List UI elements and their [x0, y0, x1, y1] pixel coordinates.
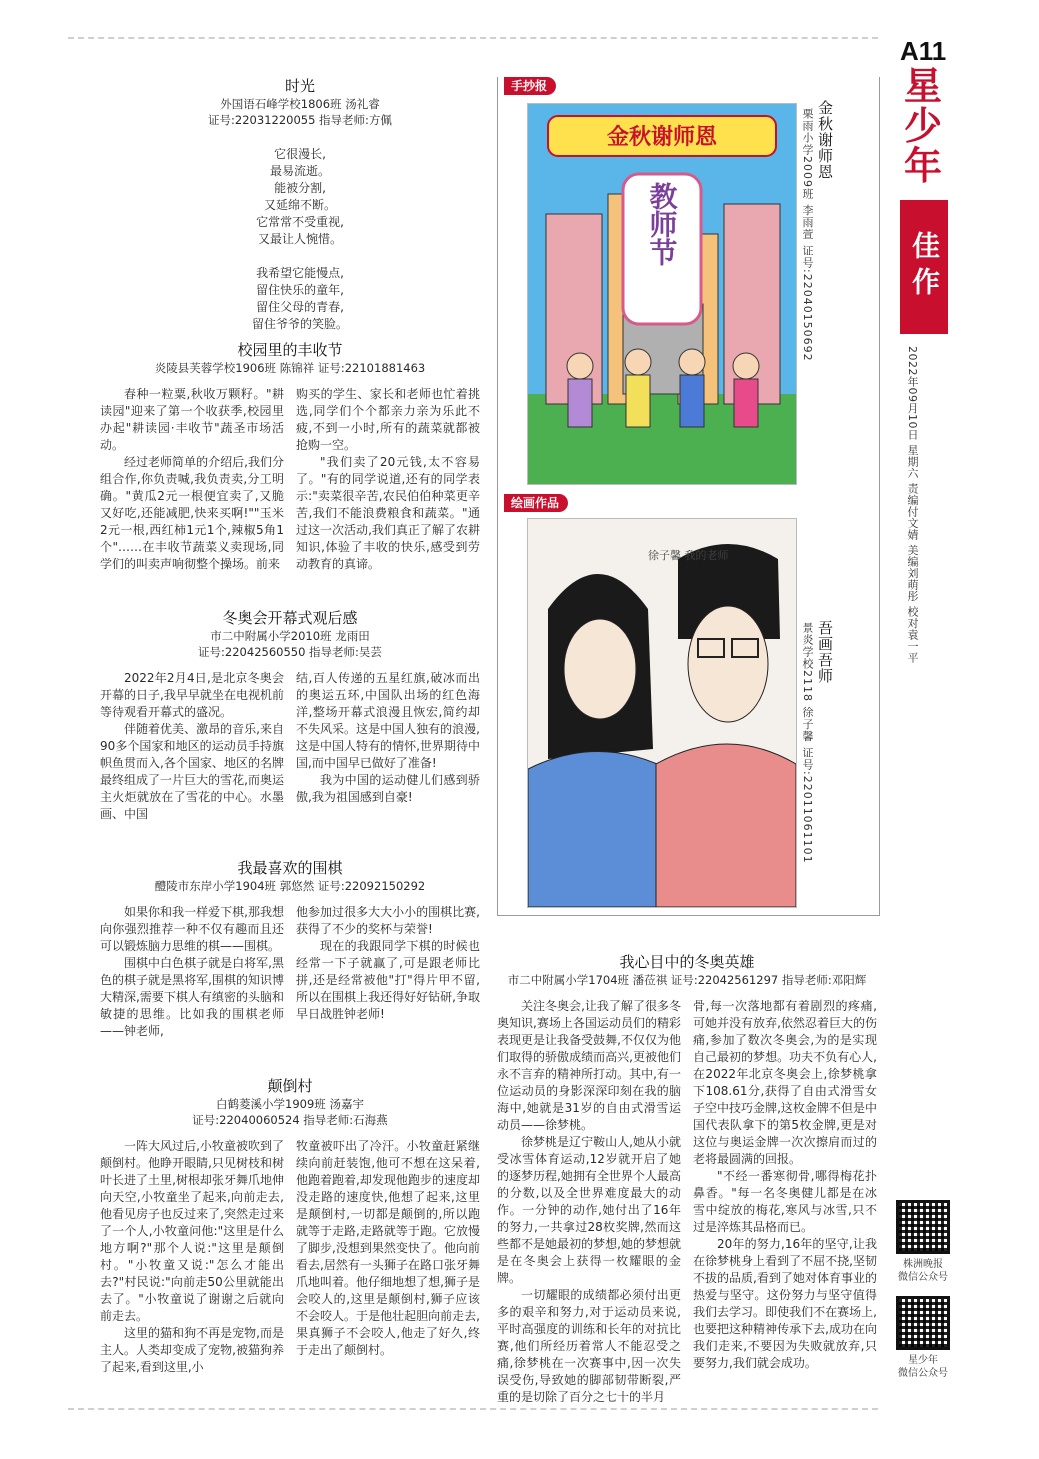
poster-illustration [528, 104, 796, 484]
article-id: 证号:22031220055 指导老师:方佩 [208, 113, 392, 127]
poem-line: 留住爷爷的笑脸。 [251, 317, 348, 331]
article-school: 白鹤菱溪小学1909班 汤嘉宇 [216, 1097, 364, 1111]
poem-gap [150, 248, 450, 265]
dateline: 2022年09月10日 星期六 责编付文婧 美编刘萌彤 校对袁一平 [906, 346, 919, 664]
article-byline: 醴陵市东岸小学1904班 郭悠然 证号:22092150292 [154, 879, 426, 893]
poem-line: 它常常不受重视, [256, 215, 344, 229]
article-byline: 炎陵县芙蓉学校1906班 陈锦祥 证号:22101881463 [154, 361, 426, 375]
paragraph: 20年的努力,16年的坚守,让我在徐梦桃身上看到了不屈不挠,坚韧不拔的品质,看到了她对体育事业的热爱与坚守。这份努力与坚守值得我们去学习。即使我们不在赛场上,也要把这种精神传承下去,成功在向我们走来,不要因为失败就放弃,只要努力,我们就会成功。 [693, 1237, 877, 1370]
article-yingxiong [497, 952, 877, 1406]
paragraph: 骨,每一次落地都有着剧烈的疼痛,可她并没有放弃,依然忍着巨大的伤痛,参加了数次冬奥会,为的是实现自己最初的梦想。功夫不负有心人,在2022年北京冬奥会上,徐梦桃拿下108.61分,获得了自由式滑雪女子空中技巧金牌,这枚金牌不但是中国代表队拿下的第5枚金牌,更是对这位与奥运金牌一次次擦肩而过的老将最圆满的回报。 [693, 999, 877, 1166]
poem-line: 留住快乐的童年, [256, 283, 344, 297]
page-number: A11 [900, 36, 947, 66]
article-title: 我最喜欢的围棋 [237, 859, 343, 877]
poster-caption [818, 100, 832, 480]
paragraph: "不经一番寒彻骨,哪得梅花扑鼻香。"每一名冬奥健儿都是在冰雪中绽放的梅花,寒风与冰雪,只不过是淬炼其品格而已。 [693, 1169, 877, 1234]
painting-title: 吾画吾师 [816, 620, 834, 684]
painting-caption [818, 620, 832, 880]
poster-credit: 栗雨小学2009班 李雨萱 证号:22040150692 [801, 108, 814, 362]
article-byline: 市二中附属小学1704班 潘莅祺 证号:22042561297 指导老师:邓阳辉 [507, 973, 867, 987]
painting-note: 徐子馨 我的老师 [648, 549, 729, 562]
article-title: 时光 [284, 77, 315, 95]
article-weiqi [100, 858, 480, 1040]
painting-image [527, 518, 797, 908]
brand-logo: 星少年 [903, 64, 942, 188]
qr-code-icon[interactable] [896, 1200, 950, 1254]
poem-line: 我希望它能慢点, [256, 266, 344, 280]
paragraph: 结,百人传递的五星红旗,破冰而出的奥运五环,中国队出场的红色海洋,整场开幕式浪漫且恢宏,简约却不失风采。这是中国人独有的浪漫,这是中国人特有的情怀,世界期待中国,而中国早已做好了准备! [296, 671, 480, 770]
paragraph: 他参加过很多大大小小的围棋比赛,获得了不少的奖杯与荣誉! [296, 905, 480, 936]
paragraph: 伴随着优美、激昂的音乐,来自90多个国家和地区的运动员手持旗帜鱼贯而入,各个国家、地区的名牌最终组成了一片巨大的雪花,而奥运主火炬就放在了雪花的中心。水墨画、中国 [100, 722, 284, 821]
paragraph: 一切耀眼的成绩都必须付出更多的艰辛和努力,对于运动员来说,平时高强度的训练和长年的对抗比赛,他们所经历着常人不能忍受之痛,徐梦桃在一次赛事中,因一次失误受伤,导致她的脚部韧带断裂,严重的是切除了百分之七十的半月 [497, 1288, 681, 1404]
bottom-rule [68, 1408, 878, 1410]
section-banner: 佳作 [900, 200, 948, 334]
top-rule [68, 37, 878, 39]
article-school: 市二中附属小学2010班 龙雨田 [210, 629, 370, 643]
article-title: 颠倒村 [267, 1077, 313, 1095]
paragraph: 这里的猫和狗不再是宠物,而是主人。人类却变成了宠物,被猫狗养了起来,看到这里,小 [100, 1326, 284, 1374]
paragraph: 经过老师简单的介绍后,我们分组合作,你负责喊,我负责卖,分工明确。"黄瓜2元一根便宜卖了,又脆又好吃,还能减肥,快来买啊!""玉米2元一根,西红柿1元1个,辣椒5角1个"……在丰收节蔬菜义卖现场,同学们的叫卖声响彻整个操场。前来 [100, 455, 284, 571]
paragraph: 2022年2月4日,是北京冬奥会开幕的日子,我早早就坐在电视机前等待观看开幕式的盛况。 [100, 671, 284, 719]
poster-image [527, 103, 797, 485]
paragraph: 我为中国的运动健儿们感到骄傲,我为祖国感到自豪! [296, 773, 480, 804]
article-shiguang [150, 76, 450, 333]
artwork-tag-painting: 绘画作品 [504, 494, 568, 512]
painting-illustration [528, 519, 796, 907]
article-title: 我心目中的冬奥英雄 [619, 953, 755, 971]
article-title: 校园里的丰收节 [237, 341, 343, 359]
paragraph: 关注冬奥会,让我了解了很多冬奥知识,赛场上各国运动员们的精彩表现更是让我备受鼓舞,不仅仅为他们取得的骄傲成绩而高兴,更被他们永不言弃的精神所打动。其中,有一位运动员的身影深深印刻在我的脑海中,她就是31岁的自由式滑雪运动员——徐梦桃。 [497, 999, 681, 1132]
artwork-tag-poster: 手抄报 [504, 77, 556, 95]
paragraph: 一阵大风过后,小牧童被吹到了颠倒村。他睁开眼睛,只见树枝和树叶长进了土里,树根却张牙舞爪地伸向天空,小牧童坐了起来,向前走去,他看见房子也反过来了,突然走过来了一个人,小牧童问他:"这里是什么地方啊?"那个人说:"这里是颠倒村。"小牧童又说:"怎么才能出去?"村民说:"向前走50公里就能出去了。"小牧童说了谢谢之后就向前走去。 [100, 1139, 284, 1323]
painting-credit: 景炎学校2118 徐子馨 证号:22011061101 [801, 622, 814, 864]
poem-line: 它很漫长, [274, 147, 326, 161]
poem-line: 又最让人惋惜。 [257, 232, 342, 246]
qr-code-icon[interactable] [896, 1296, 950, 1350]
poster-center-text: 教师节 [645, 182, 679, 266]
poster-title: 金秋谢师恩 [816, 100, 834, 180]
poem-line: 能被分割, [274, 181, 326, 195]
poem-body [150, 146, 450, 333]
poem-line: 又延绵不断。 [263, 198, 336, 212]
paragraph: 徐梦桃是辽宁鞍山人,她从小就受冰雪体育运动,12岁就开启了她的逐梦历程,她拥有全世界个人最高的分数,以及全世界难度最大的动作。一分钟的动作,她付出了16年的努力,一共拿过28枚奖牌,然而这些都不是她最初的梦想,她的梦想就是在冬奥会上获得一枚耀眼的金牌。 [497, 1135, 681, 1285]
paragraph: 围棋中白色棋子就是白将军,黑色的棋子就是黑将军,围棋的知识博大精深,需要下棋人有缜密的头脑和敏捷的思维。比如我的围棋老师——钟老师, [100, 956, 284, 1038]
qr-label: 株洲晚报 微信公众号 [898, 1259, 948, 1283]
poem-line: 最易流逝。 [269, 164, 330, 178]
article-dongao [100, 608, 480, 823]
article-xiaoyuan [100, 340, 480, 573]
article-title: 冬奥会开幕式观后感 [222, 609, 358, 627]
article-dianjiao [100, 1076, 480, 1376]
paragraph: 春种一粒粟,秋收万颗籽。"耕读园"迎来了第一个收获季,校园里办起"耕读园·丰收节"蔬圣市场活动。 [100, 387, 284, 452]
article-school: 外国语石峰学校1806班 汤礼睿 [220, 97, 380, 111]
paragraph: 如果你和我一样爱下棋,那我想向你强烈推荐一种不仅有趣而且还可以锻炼脑力思维的棋——围棋。 [100, 905, 284, 953]
article-id: 证号:22040060524 指导老师:石海燕 [192, 1113, 388, 1127]
paragraph: "我们卖了20元钱,太不容易了。"有的同学说道,还有的同学表示:"卖菜很辛苦,农民伯伯种菜更辛苦,我们不能浪费粮食和蔬菜。"通过这一次活动,我们真正了解了农耕知识,体验了丰收的快乐,感受到劳动教育的真谛。 [296, 455, 480, 571]
poem-line: 留住父母的青春, [256, 300, 344, 314]
article-id: 证号:22042560550 指导老师:吴芸 [198, 645, 382, 659]
paragraph: 现在的我跟同学下棋的时候也经常一下子就赢了,可是跟老师比拼,还是经常被他"打"得片甲不留,所以在围棋上我还得好好钻研,争取早日战胜钟老师! [296, 939, 480, 1021]
poster-heading: 金秋谢师恩 [606, 125, 718, 150]
qr-label: 星少年 微信公众号 [898, 1355, 948, 1379]
paragraph: 牧童被吓出了冷汗。小牧童赶紧继续向前赶装饱,他可不想在这呆着,他跑着跑着,却发现他跑步的速度却没走路的速度快,他想了起来,这里是颠倒村,一切都是颠倒的,所以跑就等于走路,走路就等于跑。它放慢了脚步,没想到果然变快了。他向前看去,居然有一头狮子在路口张牙舞爪地叫着。他仔细地想了想,狮子是会咬人的,这里是颠倒村,狮子应该不会咬人。于是他壮起胆向前走去,果真狮子不会咬人,他走了好久,终于走出了颠倒村。 [296, 1139, 480, 1357]
paragraph: 购买的学生、家长和老师也忙着挑选,同学们个个都亲力亲为乐此不疲,不到一小时,所有的蔬菜就都被抢购一空。 [296, 387, 480, 452]
